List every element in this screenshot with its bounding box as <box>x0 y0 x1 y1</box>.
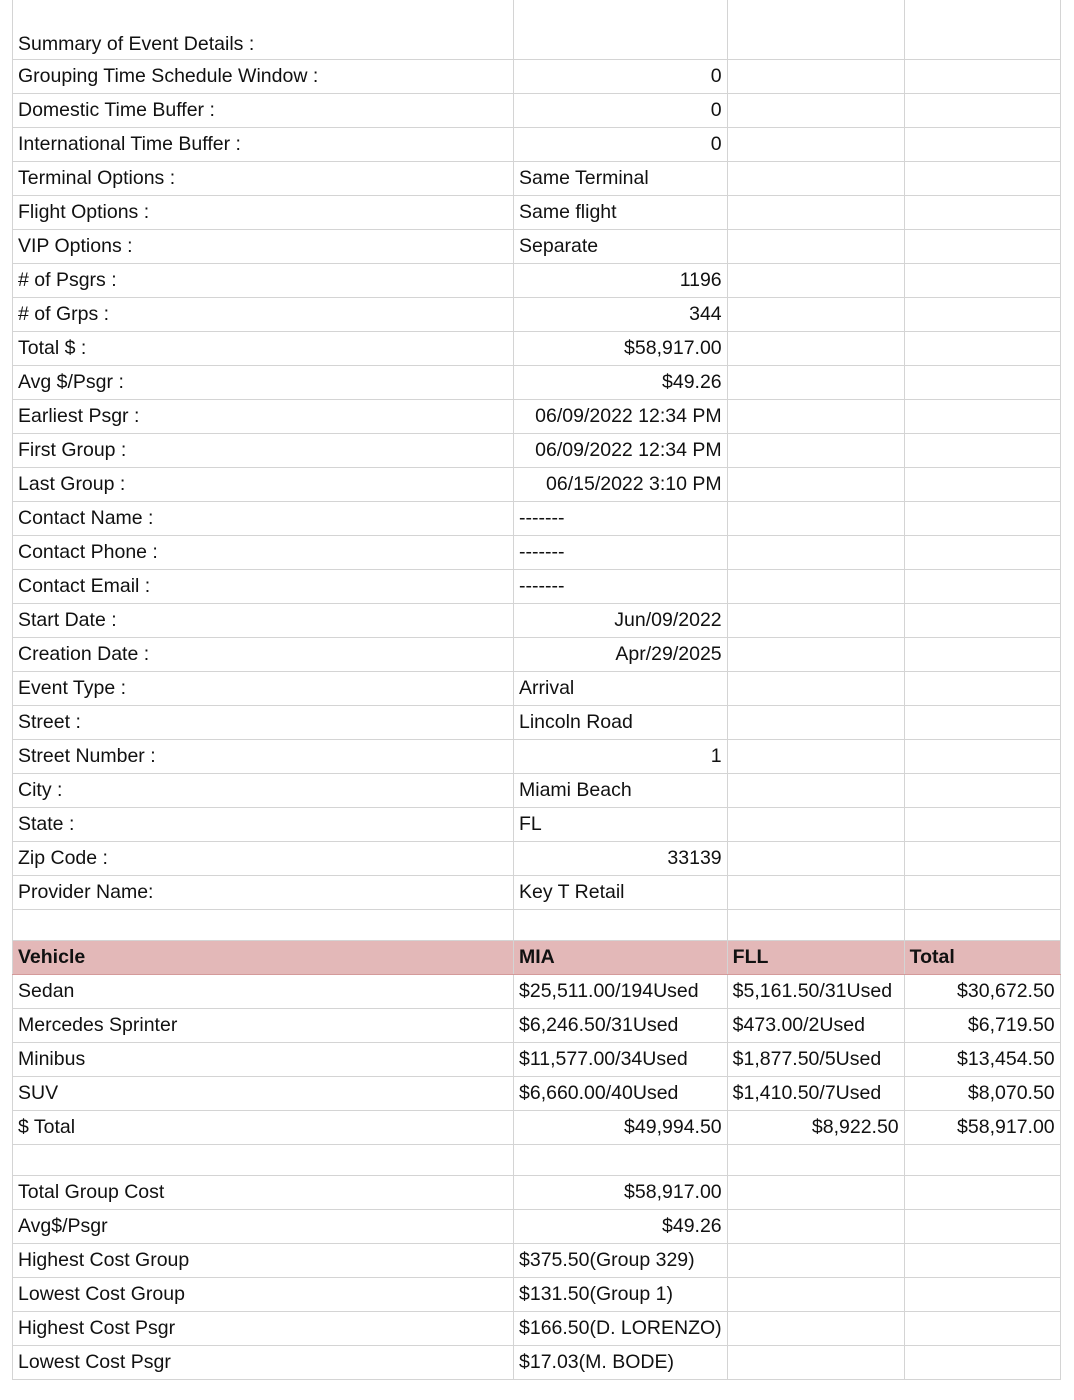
street-number-row <box>13 740 1061 774</box>
grps-value: 344 <box>514 298 728 332</box>
total-row <box>13 332 1061 366</box>
blank-row <box>13 910 1061 941</box>
mia-cost: $11,577.00/34Used <box>514 1043 728 1077</box>
creation-date-label: Creation Date : <box>13 638 514 672</box>
grps-label: # of Grps : <box>13 298 514 332</box>
highest-psgr-row <box>13 1312 1061 1346</box>
first-group-value: 06/09/2022 12:34 PM <box>514 434 728 468</box>
grouping-row <box>13 60 1061 94</box>
contact-email-row <box>13 570 1061 604</box>
fll-cost: $1,877.50/5Used <box>727 1043 904 1077</box>
contact-phone-label: Contact Phone : <box>13 536 514 570</box>
total-group-cost-label: Total Group Cost <box>13 1176 514 1210</box>
vehicle-name: Minibus <box>13 1043 514 1077</box>
flight-label: Flight Options : <box>13 196 514 230</box>
international-row <box>13 128 1061 162</box>
avg-psgr-value: $49.26 <box>514 1210 728 1244</box>
avg-label: Avg $/Psgr : <box>13 366 514 400</box>
vehicle-total: $30,672.50 <box>904 975 1060 1009</box>
start-date-value: Jun/09/2022 <box>514 604 728 638</box>
avg-value: $49.26 <box>514 366 728 400</box>
event-type-label: Event Type : <box>13 672 514 706</box>
street-number-value: 1 <box>514 740 728 774</box>
contact-email-label: Contact Email : <box>13 570 514 604</box>
highest-psgr-value: $166.50(D. LORENZO) <box>514 1312 728 1346</box>
fll-total: $8,922.50 <box>727 1111 904 1145</box>
terminal-value: Same Terminal <box>514 162 728 196</box>
psgrs-value: 1196 <box>514 264 728 298</box>
earliest-row <box>13 400 1061 434</box>
start-date-row <box>13 604 1061 638</box>
total-value: $58,917.00 <box>514 332 728 366</box>
highest-group-row <box>13 1244 1061 1278</box>
contact-name-label: Contact Name : <box>13 502 514 536</box>
street-value: Lincoln Road <box>514 706 728 740</box>
terminal-label: Terminal Options : <box>13 162 514 196</box>
grps-row <box>13 298 1061 332</box>
creation-date-row <box>13 638 1061 672</box>
domestic-value: 0 <box>514 94 728 128</box>
fll-cost: $1,410.50/7Used <box>727 1077 904 1111</box>
street-number-label: Street Number : <box>13 740 514 774</box>
vip-value: Separate <box>514 230 728 264</box>
last-group-label: Last Group : <box>13 468 514 502</box>
psgrs-label: # of Psgrs : <box>13 264 514 298</box>
state-label: State : <box>13 808 514 842</box>
city-label: City : <box>13 774 514 808</box>
psgrs-row <box>13 264 1061 298</box>
vehicle-total: $8,070.50 <box>904 1077 1060 1111</box>
event-type-value: Arrival <box>514 672 728 706</box>
total-label: Total $ : <box>13 332 514 366</box>
zip-row <box>13 842 1061 876</box>
domestic-label: Domestic Time Buffer : <box>13 94 514 128</box>
flight-value: Same flight <box>514 196 728 230</box>
fll-cost: $5,161.50/31Used <box>727 975 904 1009</box>
vehicle-row-minibus <box>13 1043 1061 1077</box>
vip-row <box>13 230 1061 264</box>
domestic-row <box>13 94 1061 128</box>
provider-value: Key T Retail <box>514 876 728 910</box>
vehicle-name: Sedan <box>13 975 514 1009</box>
grand-total: $58,917.00 <box>904 1111 1060 1145</box>
lowest-group-value: $131.50(Group 1) <box>514 1278 728 1312</box>
vehicle-header: Vehicle <box>13 941 514 975</box>
first-group-label: First Group : <box>13 434 514 468</box>
event-type-row <box>13 672 1061 706</box>
fll-cost: $473.00/2Used <box>727 1009 904 1043</box>
start-date-label: Start Date : <box>13 604 514 638</box>
grouping-value: 0 <box>514 60 728 94</box>
terminal-row <box>13 162 1061 196</box>
fll-header: FLL <box>727 941 904 975</box>
street-row <box>13 706 1061 740</box>
blank-row <box>13 1145 1061 1176</box>
vehicle-header-row <box>13 941 1061 975</box>
provider-label: Provider Name: <box>13 876 514 910</box>
total-header: Total <box>904 941 1060 975</box>
avg-psgr-label: Avg$/Psgr <box>13 1210 514 1244</box>
creation-date-value: Apr/29/2025 <box>514 638 728 672</box>
city-row <box>13 774 1061 808</box>
contact-email-value: ------- <box>514 570 728 604</box>
state-value: FL <box>514 808 728 842</box>
total-group-cost-value: $58,917.00 <box>514 1176 728 1210</box>
lowest-group-row <box>13 1278 1061 1312</box>
last-group-value: 06/15/2022 3:10 PM <box>514 468 728 502</box>
vehicle-row-sprinter <box>13 1009 1061 1043</box>
vehicle-name: Mercedes Sprinter <box>13 1009 514 1043</box>
vip-label: VIP Options : <box>13 230 514 264</box>
last-group-row <box>13 468 1061 502</box>
earliest-label: Earliest Psgr : <box>13 400 514 434</box>
mia-cost: $25,511.00/194Used <box>514 975 728 1009</box>
grouping-label: Grouping Time Schedule Window : <box>13 60 514 94</box>
vehicle-row-sedan <box>13 975 1061 1009</box>
contact-name-row <box>13 502 1061 536</box>
vehicle-total: $6,719.50 <box>904 1009 1060 1043</box>
total-row-label: $ Total <box>13 1111 514 1145</box>
lowest-psgr-label: Lowest Cost Psgr <box>13 1346 514 1380</box>
international-value: 0 <box>514 128 728 162</box>
summary-title-row <box>13 0 1061 60</box>
flight-row <box>13 196 1061 230</box>
vehicle-row-suv <box>13 1077 1061 1111</box>
lowest-group-label: Lowest Cost Group <box>13 1278 514 1312</box>
highest-psgr-label: Highest Cost Psgr <box>13 1312 514 1346</box>
zip-label: Zip Code : <box>13 842 514 876</box>
avg-row <box>13 366 1061 400</box>
mia-cost: $6,660.00/40Used <box>514 1077 728 1111</box>
lowest-psgr-row <box>13 1346 1061 1380</box>
state-row <box>13 808 1061 842</box>
mia-total: $49,994.50 <box>514 1111 728 1145</box>
total-group-cost-row <box>13 1176 1061 1210</box>
zip-value: 33139 <box>514 842 728 876</box>
highest-group-value: $375.50(Group 329) <box>514 1244 728 1278</box>
highest-group-label: Highest Cost Group <box>13 1244 514 1278</box>
contact-phone-row <box>13 536 1061 570</box>
provider-row <box>13 876 1061 910</box>
street-label: Street : <box>13 706 514 740</box>
vehicle-total-row <box>13 1111 1061 1145</box>
summary-title: Summary of Event Details : <box>13 0 514 60</box>
event-summary-sheet <box>12 0 1061 1380</box>
vehicle-name: SUV <box>13 1077 514 1111</box>
international-label: International Time Buffer : <box>13 128 514 162</box>
earliest-value: 06/09/2022 12:34 PM <box>514 400 728 434</box>
mia-cost: $6,246.50/31Used <box>514 1009 728 1043</box>
avg-psgr-row <box>13 1210 1061 1244</box>
contact-phone-value: ------- <box>514 536 728 570</box>
mia-header: MIA <box>514 941 728 975</box>
vehicle-total: $13,454.50 <box>904 1043 1060 1077</box>
first-group-row <box>13 434 1061 468</box>
city-value: Miami Beach <box>514 774 728 808</box>
lowest-psgr-value: $17.03(M. BODE) <box>514 1346 728 1380</box>
contact-name-value: ------- <box>514 502 728 536</box>
